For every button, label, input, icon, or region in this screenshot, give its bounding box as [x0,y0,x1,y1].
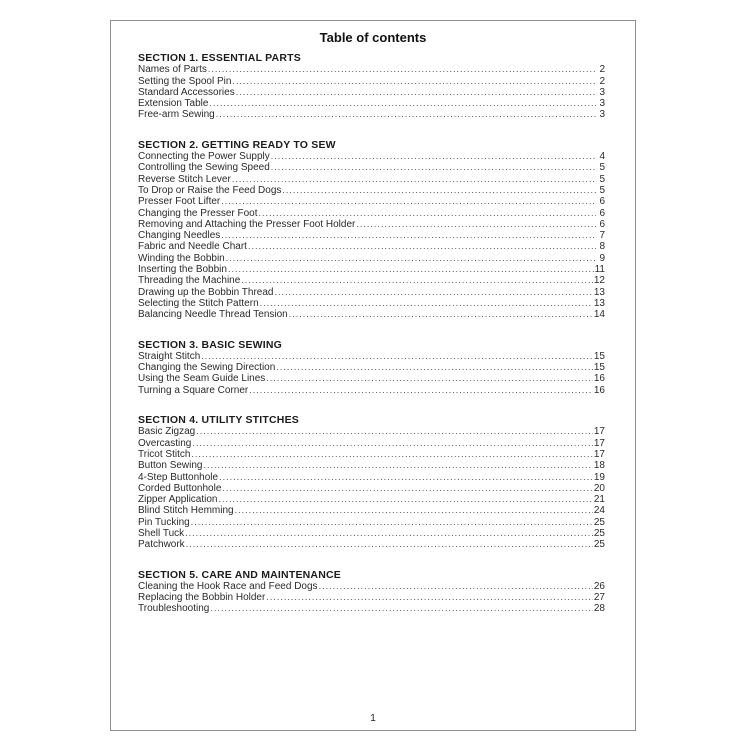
dot-leader [319,581,593,592]
toc-entry-page: 17 [593,426,605,438]
dot-leader [185,528,593,539]
dot-leader [222,483,592,494]
dot-leader [191,449,592,460]
toc-entry [138,253,605,264]
dot-leader [276,362,593,373]
toc-entry [138,505,605,516]
toc-entry-label: Turning a Square Corner [138,384,249,396]
toc-entry-label: Overcasting [138,437,192,449]
dot-leader [271,151,596,162]
dot-leader [192,438,593,449]
toc-entry-label: Names of Parts [138,64,207,76]
toc-entry-label: Controlling the Sewing Speed [138,162,270,174]
section-entries [138,351,605,396]
dot-leader [210,603,593,614]
toc-entry-page: 5 [599,184,605,196]
toc [138,53,605,615]
dot-leader [226,253,596,264]
dot-leader [186,539,593,550]
toc-entry-label: Balancing Needle Thread Tension [138,309,288,321]
page-number: 1 [370,713,376,724]
toc-entry-page: 16 [593,384,605,396]
toc-entry [138,460,605,471]
toc-entry-page: 12 [593,275,605,287]
toc-entry-page: 16 [593,373,605,385]
dot-leader [204,460,593,471]
toc-entry [138,298,605,309]
toc-entry-page: 26 [593,580,605,592]
dot-leader [249,385,593,396]
toc-entry-page: 17 [593,448,605,460]
toc-entry-page: 25 [593,527,605,539]
document-page [110,20,636,731]
dot-leader [232,174,596,185]
toc-entry [138,219,605,230]
toc-entry-label: Blind Stitch Hemming [138,505,234,517]
toc-entry [138,109,605,120]
toc-entry-page: 14 [593,309,605,321]
toc-entry-label: Standard Accessories [138,86,235,98]
toc-entry [138,287,605,298]
toc-entry-label: Winding the Bobbin [138,252,225,264]
toc-entry-page: 6 [599,218,605,230]
toc-entry-label: Fabric and Needle Chart [138,241,247,253]
toc-entry-page: 25 [593,539,605,551]
dot-leader [201,351,593,362]
toc-entry-label: Changing the Sewing Direction [138,362,276,374]
dot-leader [248,241,596,252]
toc-entry-label: Selecting the Stitch Pattern [138,297,259,309]
toc-entry [138,539,605,550]
dot-leader [216,109,596,120]
toc-entry-label: Drawing up the Bobbin Thread [138,286,274,298]
toc-entry-label: Threading the Machine [138,275,241,287]
dot-leader [259,208,596,219]
toc-entry-page: 24 [593,505,605,517]
toc-entry [138,208,605,219]
dot-leader [221,230,596,241]
toc-entry-page: 9 [599,252,605,264]
toc-entry-label: Basic Zigzag [138,426,196,438]
toc-entry-label: Replacing the Bobbin Holder [138,592,266,604]
toc-entry [138,517,605,528]
dot-leader [356,219,596,230]
toc-entry-page: 3 [599,86,605,98]
toc-entry-label: Changing the Presser Foot [138,207,258,219]
toc-entry-label: Free-arm Sewing [138,109,215,121]
toc-entry-label: Shell Tuck [138,527,185,539]
toc-entry-page: 20 [593,482,605,494]
toc-entry-page: 15 [593,362,605,374]
toc-entry-page: 5 [599,173,605,185]
toc-entry-label: Removing and Attaching the Presser Foot Holder [138,218,356,230]
toc-entry [138,426,605,437]
toc-entry [138,362,605,373]
dot-leader [289,309,593,320]
toc-entry-label: Connecting the Power Supply [138,151,270,163]
toc-entry-page: 2 [599,64,605,76]
dot-leader [266,592,593,603]
toc-entry [138,264,605,275]
toc-entry-label: Extension Table [138,98,209,110]
toc-entry-label: Reverse Stitch Lever [138,173,231,185]
toc-entry-page: 3 [599,98,605,110]
toc-section [138,140,605,321]
dot-leader [219,472,593,483]
toc-entry-page: 27 [593,592,605,604]
toc-entry-page: 17 [593,437,605,449]
toc-entry-page: 25 [593,516,605,528]
toc-entry-page: 21 [593,494,605,506]
toc-entry [138,603,605,614]
toc-entry-label: 4-Step Buttonhole [138,471,219,483]
toc-entry-label: Presser Foot Lifter [138,196,221,208]
toc-entry-label: Straight Stitch [138,350,201,362]
dot-leader [228,264,594,275]
toc-entry-label: Using the Seam Guide Lines [138,373,266,385]
toc-entry [138,351,605,362]
dot-leader [271,162,596,173]
toc-entry-label: Setting the Spool Pin [138,75,232,87]
dot-leader [236,87,596,98]
toc-entry-page: 18 [593,460,605,472]
toc-entry-label: Patchwork [138,539,185,551]
toc-entry-label: Zipper Application [138,494,218,506]
toc-entry [138,185,605,196]
toc-entry-label: To Drop or Raise the Feed Dogs [138,184,282,196]
toc-entry-page: 8 [599,241,605,253]
toc-entry-label: Button Sewing [138,460,203,472]
dot-leader [241,275,593,286]
toc-entry [138,87,605,98]
toc-entry-label: Corded Buttonhole [138,482,222,494]
toc-section [138,570,605,615]
toc-entry [138,494,605,505]
dot-leader [266,373,593,384]
toc-entry-page: 15 [593,350,605,362]
toc-entry-label: Changing Needles [138,230,221,242]
toc-entry [138,98,605,109]
dot-leader [191,517,593,528]
toc-entry-page: 5 [599,162,605,174]
toc-entry-page: 7 [599,230,605,242]
toc-entry-page: 11 [594,264,605,276]
toc-section [138,415,605,551]
toc-entry [138,449,605,460]
dot-leader [260,298,593,309]
section-heading: SECTION 3. BASIC SEWING [138,338,283,351]
toc-entry [138,373,605,384]
toc-section [138,53,605,121]
toc-entry-page: 3 [599,109,605,121]
toc-entry [138,64,605,75]
toc-entry [138,174,605,185]
toc-entry [138,230,605,241]
toc-entry-page: 4 [599,151,605,163]
toc-entry [138,275,605,286]
section-heading: SECTION 2. GETTING READY TO SEW [138,138,336,151]
dot-leader [208,64,596,75]
dot-leader [221,196,596,207]
toc-entry [138,309,605,320]
dot-leader [274,287,592,298]
toc-entry [138,241,605,252]
toc-entry-page: 28 [593,603,605,615]
toc-entry [138,76,605,87]
toc-entry-label: Tricot Stitch [138,448,191,460]
toc-entry [138,592,605,603]
toc-section [138,340,605,396]
toc-entry [138,385,605,396]
toc-entry [138,581,605,592]
toc-entry-label: Cleaning the Hook Race and Feed Dogs [138,580,318,592]
toc-entry-label: Inserting the Bobbin [138,264,227,276]
toc-entry-page: 19 [593,471,605,483]
toc-entry [138,438,605,449]
toc-entry-page: 2 [599,75,605,87]
dot-leader [235,505,593,516]
page-title: Table of contents [319,30,427,45]
toc-entry [138,472,605,483]
toc-entry [138,162,605,173]
dot-leader [219,494,593,505]
toc-entry-page: 13 [593,286,605,298]
toc-entry-page: 6 [599,207,605,219]
section-heading: SECTION 5. CARE AND MAINTENANCE [138,568,341,581]
toc-entry [138,483,605,494]
toc-entry-label: Troubleshooting [138,603,210,615]
toc-entry-page: 6 [599,196,605,208]
dot-leader [196,426,593,437]
dot-leader [232,76,596,87]
dot-leader [282,185,596,196]
section-heading: SECTION 4. UTILITY STITCHES [138,414,299,427]
toc-entry [138,196,605,207]
section-entries [138,64,605,120]
section-entries [138,426,605,550]
toc-entry [138,151,605,162]
section-entries [138,151,605,320]
toc-entry [138,528,605,539]
section-entries [138,581,605,615]
section-heading: SECTION 1. ESSENTIAL PARTS [138,52,301,64]
dot-leader [209,98,596,109]
toc-entry-label: Pin Tucking [138,516,190,528]
toc-entry-page: 13 [593,297,605,309]
